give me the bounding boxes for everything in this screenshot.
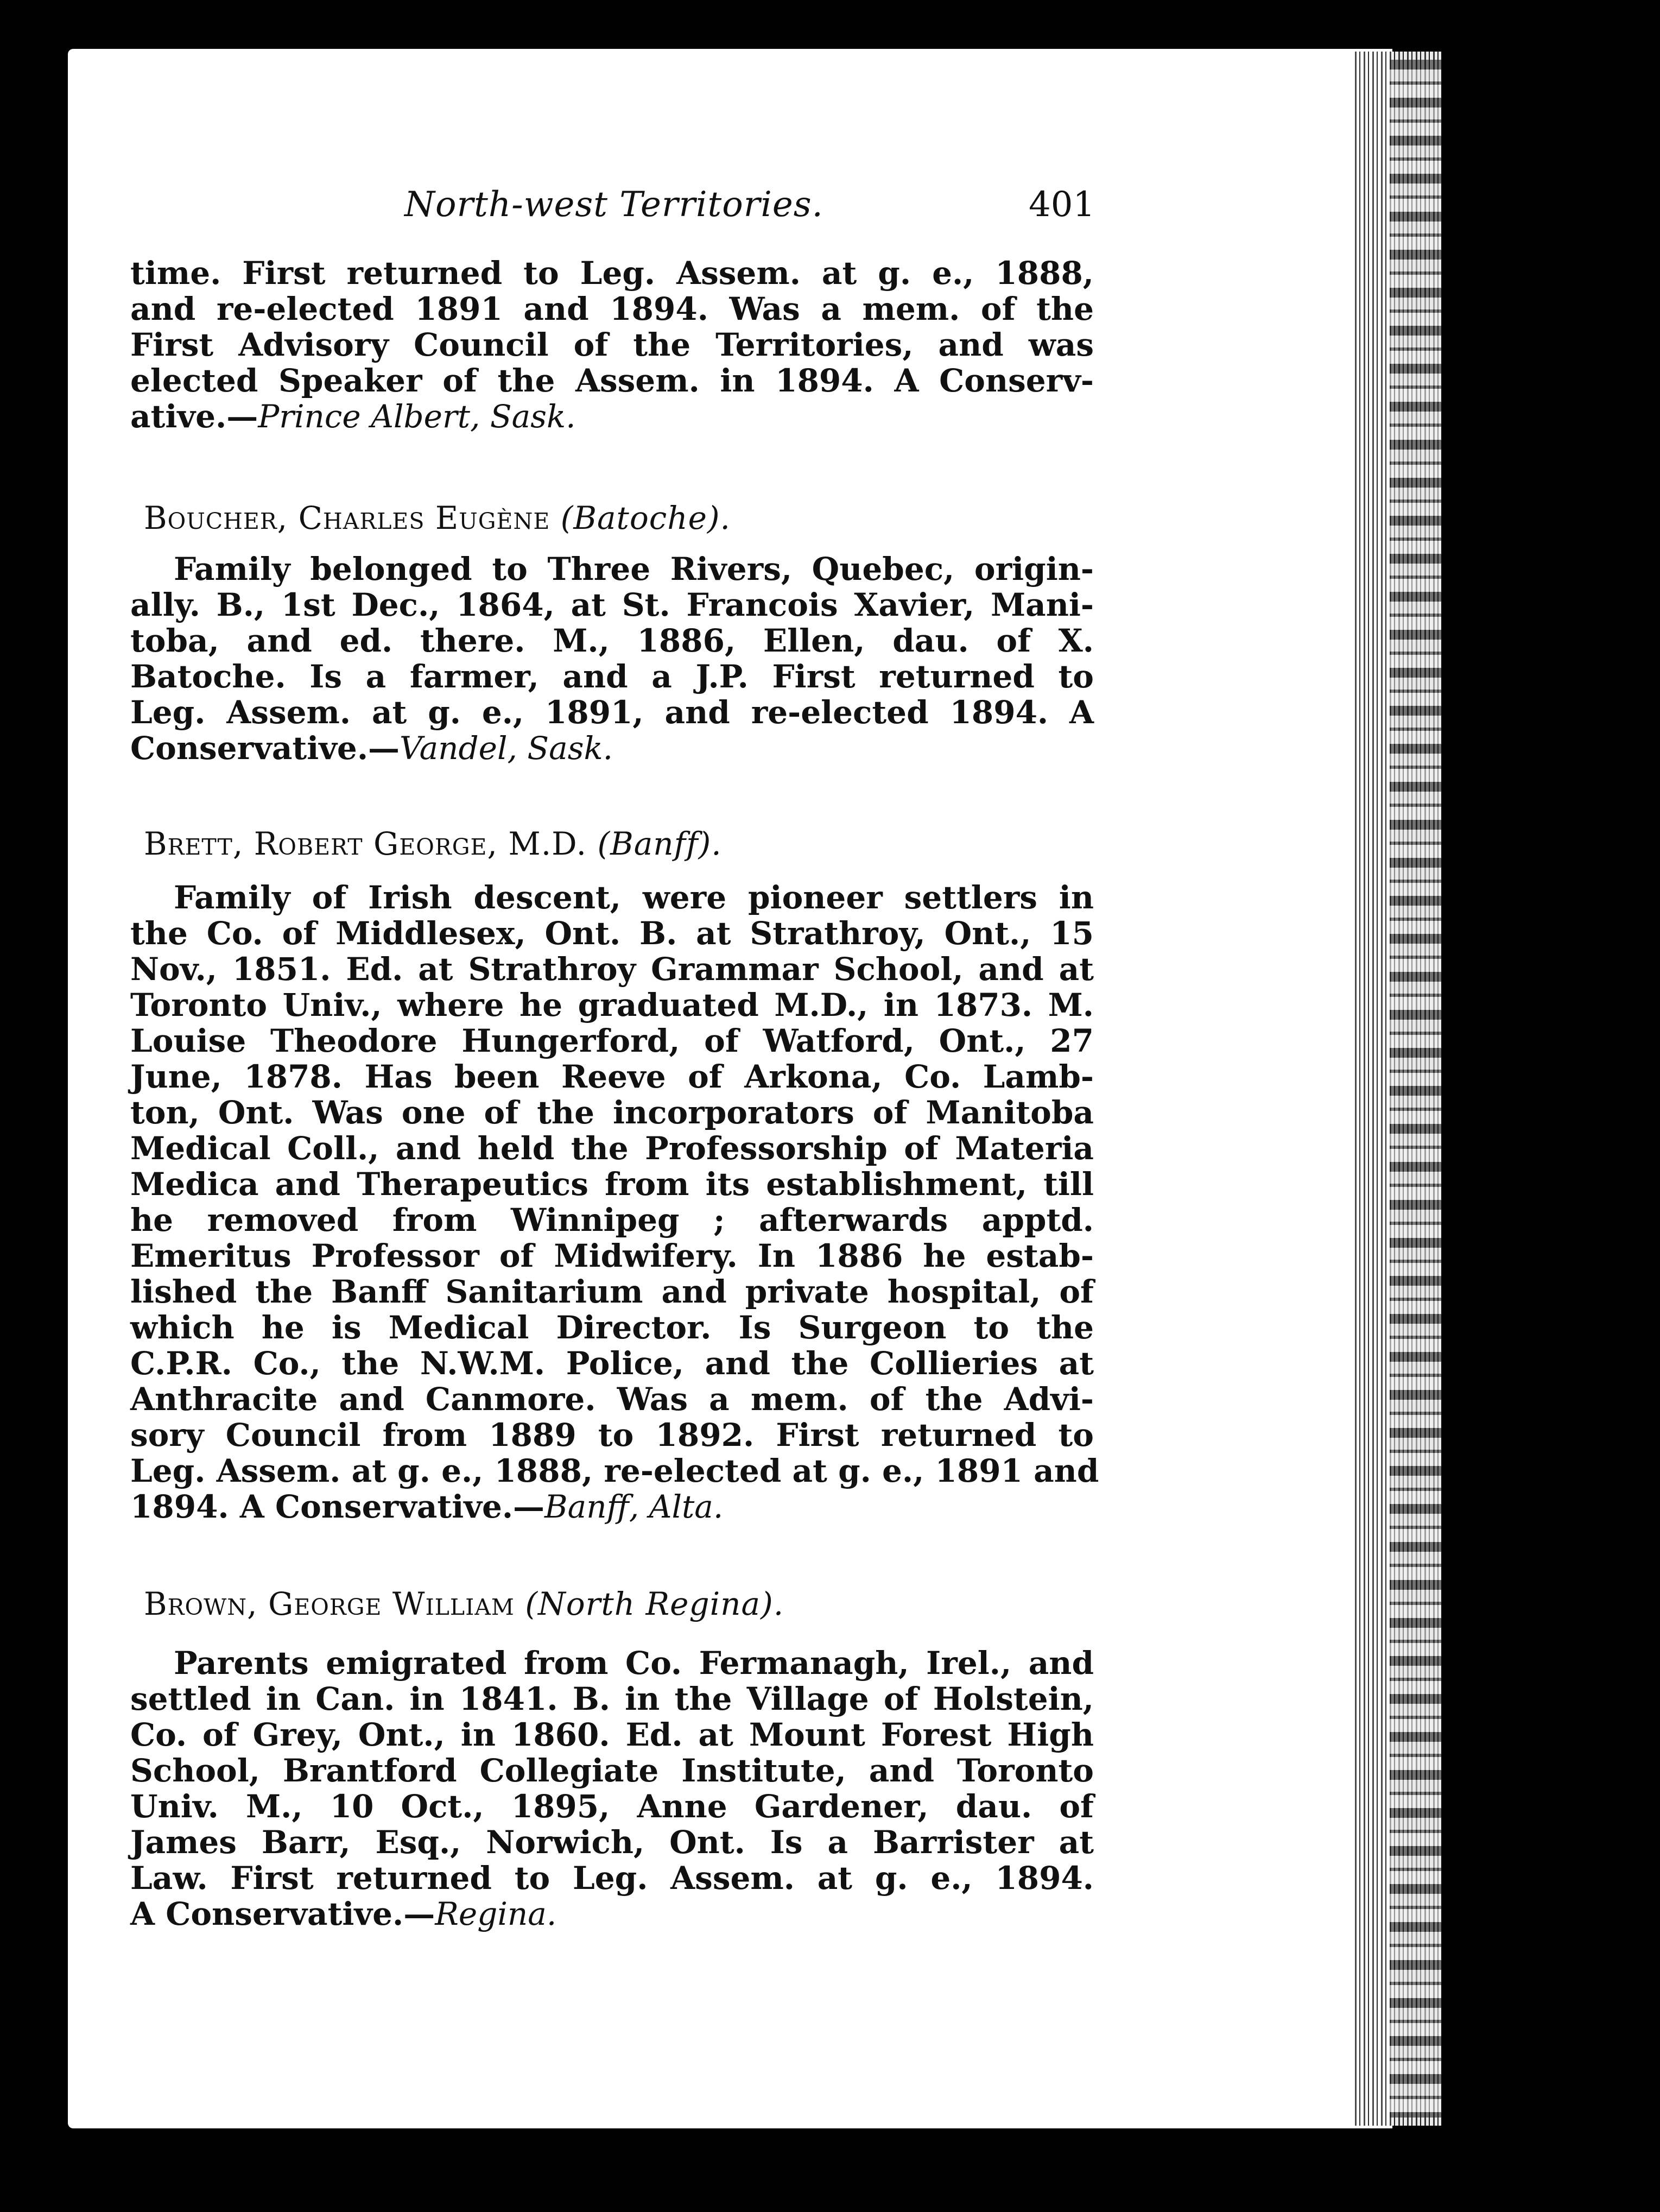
text-line: James Barr, Esq., Norwich, Ont. Is a Barrister at: [130, 1824, 1094, 1861]
text-line: Leg. Assem. at g. e., 1888, re-elected at g. e., 1891 and: [130, 1452, 1099, 1489]
text-line-last: [130, 1489, 1094, 1525]
text-line: School, Brantford Collegiate Institute, and Toronto: [130, 1752, 1094, 1789]
continuation-paragraph: [130, 255, 1094, 434]
text-line: ally. B., 1st Dec., 1864, at St. Francois Xavier, Mani-: [130, 586, 1094, 623]
entry-heading-brown: [144, 1585, 784, 1622]
place-name: Vandel, Sask.: [400, 730, 613, 767]
page-number: 401: [1029, 185, 1095, 225]
text-line: Batoche. Is a farmer, and a J.P. First returned to: [130, 658, 1094, 695]
text-line: C.P.R. Co., the N.W.M. Police, and the Collieries at: [130, 1345, 1094, 1382]
last-line-text: A Conservative.—: [130, 1895, 435, 1932]
text-line: settled in Can. in 1841. B. in the Village of Holstein,: [130, 1680, 1094, 1717]
entry-riding: (Batoche).: [560, 500, 731, 536]
text-line: ton, Ont. Was one of the incorporators of Manitoba: [130, 1094, 1094, 1131]
text-line: lished the Banff Sanitarium and private hospital, of: [130, 1273, 1094, 1310]
text-line: Louise Theodore Hungerford, of Watford, Ont., 27: [130, 1022, 1094, 1059]
text-line: elected Speaker of the Assem. in 1894. A Conserv-: [130, 362, 1094, 399]
last-line-text: 1894. A Conservative.—: [130, 1488, 545, 1525]
place-name: Regina.: [435, 1895, 557, 1932]
text-line: Leg. Assem. at g. e., 1891, and re-elected 1894. A: [130, 694, 1094, 731]
text-line-last: [130, 1896, 1094, 1932]
text-line: he removed from Winnipeg ; afterwards apptd.: [130, 1202, 1094, 1238]
text-line: sory Council from 1889 to 1892. First returned to: [130, 1417, 1094, 1453]
text-line: the Co. of Middlesex, Ont. B. at Strathroy, Ont., 15: [130, 915, 1094, 952]
text-line: Medica and Therapeutics from its establishment, till: [130, 1166, 1094, 1203]
entry-surname: Brett,: [144, 825, 244, 862]
page-edge-shadow: [1390, 60, 1441, 2118]
entry-surname: Brown,: [144, 1585, 258, 1622]
entry-given-names: Charles Eugène: [298, 500, 550, 536]
scan-left-border: [0, 73, 20, 2164]
text-line: Emeritus Professor of Midwifery. In 1886 he estab-: [130, 1237, 1094, 1274]
last-line-text: ative.—: [130, 398, 258, 435]
entry-surname: Boucher,: [144, 500, 288, 536]
text-line-last: [130, 730, 1094, 766]
entry-given-names: George William: [268, 1585, 515, 1622]
running-title: North-west Territories.: [404, 185, 823, 225]
text-line: Toronto Univ., where he graduated M.D., in 1873. M.: [130, 987, 1094, 1023]
entry-body-boucher: [130, 551, 1094, 766]
text-line: Law. First returned to Leg. Assem. at g. e., 1894.: [130, 1860, 1094, 1897]
entry-body-brown: [130, 1645, 1094, 1932]
entry-riding: (Banff).: [597, 825, 722, 862]
entry-heading-brett: [144, 825, 722, 862]
text-line: Family of Irish descent, were pioneer settlers in: [174, 879, 1094, 916]
text-line: June, 1878. Has been Reeve of Arkona, Co. Lamb-: [130, 1058, 1094, 1095]
entry-heading-boucher: [144, 500, 731, 536]
text-line: Nov., 1851. Ed. at Strathroy Grammar School, and at: [130, 951, 1094, 988]
text-line: Parents emigrated from Co. Fermanagh, Irel., and: [174, 1645, 1094, 1682]
text-line: Anthracite and Canmore. Was a mem. of the Advi-: [130, 1381, 1094, 1418]
text-line: Medical Coll., and held the Professorship of Materia: [130, 1130, 1094, 1167]
text-line: Co. of Grey, Ont., in 1860. Ed. at Mount Forest High: [130, 1716, 1094, 1753]
entry-riding: (North Regina).: [525, 1585, 784, 1622]
last-line-text: Conservative.—: [130, 730, 400, 767]
text-line: which he is Medical Director. Is Surgeon to the: [130, 1309, 1094, 1346]
text-line: time. First returned to Leg. Assem. at g. e., 1888,: [130, 255, 1094, 292]
text-line: Univ. M., 10 Oct., 1895, Anne Gardener, dau. of: [130, 1788, 1094, 1825]
entry-body-brett: [130, 879, 1099, 1525]
text-line: toba, and ed. there. M., 1886, Ellen, dau. of X.: [130, 622, 1094, 659]
text-line: First Advisory Council of the Territories, and was: [130, 326, 1094, 363]
place-name: Banff, Alta.: [544, 1488, 724, 1525]
text-line: Family belonged to Three Rivers, Quebec, origin-: [174, 551, 1094, 587]
text-line: and re-elected 1891 and 1894. Was a mem. of the: [130, 290, 1094, 327]
text-line-last: [130, 399, 1094, 434]
entry-given-names: Robert George, M.D.: [254, 825, 587, 862]
place-name: Prince Albert, Sask.: [258, 398, 576, 435]
